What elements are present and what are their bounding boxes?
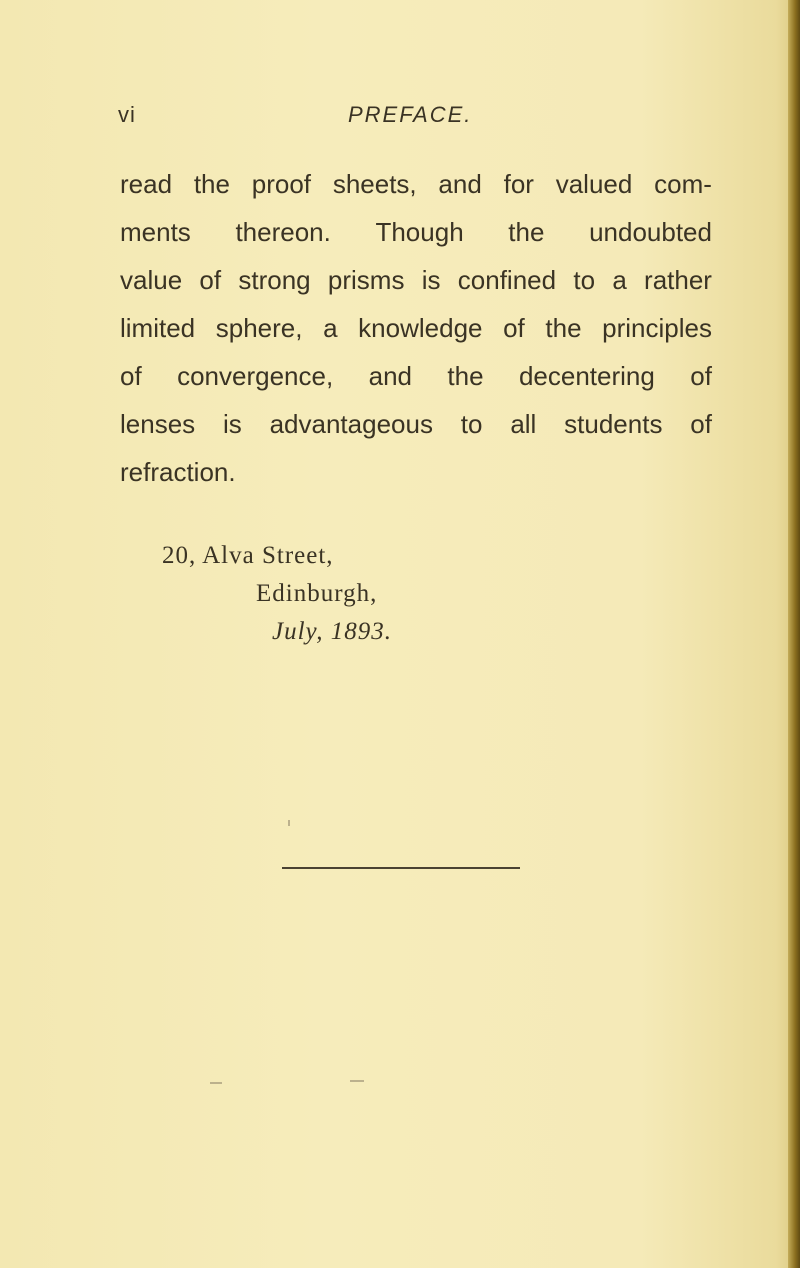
- word: lenses: [120, 409, 196, 439]
- word: a: [323, 313, 338, 343]
- word: knowledge: [358, 313, 483, 343]
- word: of: [690, 361, 712, 391]
- word: students: [564, 409, 663, 439]
- word: convergence,: [177, 361, 334, 391]
- word: of: [199, 265, 222, 295]
- word: com-: [654, 169, 712, 199]
- running-head: [118, 102, 498, 136]
- signature-address: [162, 537, 392, 651]
- word: value: [120, 265, 183, 295]
- text-line-5: [120, 352, 712, 400]
- print-speck: [350, 1080, 364, 1082]
- word: refraction.: [120, 457, 236, 487]
- word: and: [368, 361, 412, 391]
- text-line-1: [120, 160, 712, 208]
- word: confined: [457, 265, 557, 295]
- word: undoubted: [589, 217, 712, 247]
- word: rather: [644, 265, 712, 295]
- text-line-6: [120, 400, 712, 448]
- word: for: [503, 169, 534, 199]
- text-line-7: [120, 448, 712, 496]
- word: to: [573, 265, 596, 295]
- word: all: [510, 409, 537, 439]
- address-city: Edinburgh,: [256, 580, 378, 607]
- word: a: [612, 265, 627, 295]
- word: of: [503, 313, 525, 343]
- address-street: 20, Alva Street,: [162, 542, 334, 569]
- page-edge: [788, 0, 800, 1268]
- word: strong: [238, 265, 311, 295]
- preface-paragraph: [120, 160, 712, 496]
- word: the: [447, 361, 484, 391]
- running-head-title: PREFACE.: [348, 102, 473, 127]
- word: ments: [120, 217, 191, 247]
- address-date: July, 1893.: [272, 618, 393, 645]
- word: to: [460, 409, 483, 439]
- word: is: [421, 265, 441, 295]
- word: the: [193, 169, 230, 199]
- word: of: [690, 409, 712, 439]
- word: thereon.: [235, 217, 331, 247]
- text-line-4: [120, 304, 712, 352]
- print-speck: [288, 820, 290, 826]
- text-line-3: [120, 256, 712, 304]
- word: the: [508, 217, 545, 247]
- word: of: [120, 361, 142, 391]
- word: sphere,: [215, 313, 303, 343]
- word: the: [545, 313, 582, 343]
- word: is: [222, 409, 242, 439]
- word: proof: [251, 169, 312, 199]
- section-rule: [282, 867, 520, 869]
- print-speck: [210, 1082, 222, 1084]
- page-number: vi: [118, 102, 136, 127]
- word: principles: [602, 313, 712, 343]
- word: advantageous: [269, 409, 433, 439]
- word: prisms: [327, 265, 405, 295]
- text-line-2: [120, 208, 712, 256]
- word: Though: [375, 217, 464, 247]
- word: and: [438, 169, 482, 199]
- word: valued: [555, 169, 633, 199]
- word: read: [120, 169, 173, 199]
- word: decentering: [518, 361, 655, 391]
- word: limited: [120, 313, 196, 343]
- word: sheets,: [332, 169, 417, 199]
